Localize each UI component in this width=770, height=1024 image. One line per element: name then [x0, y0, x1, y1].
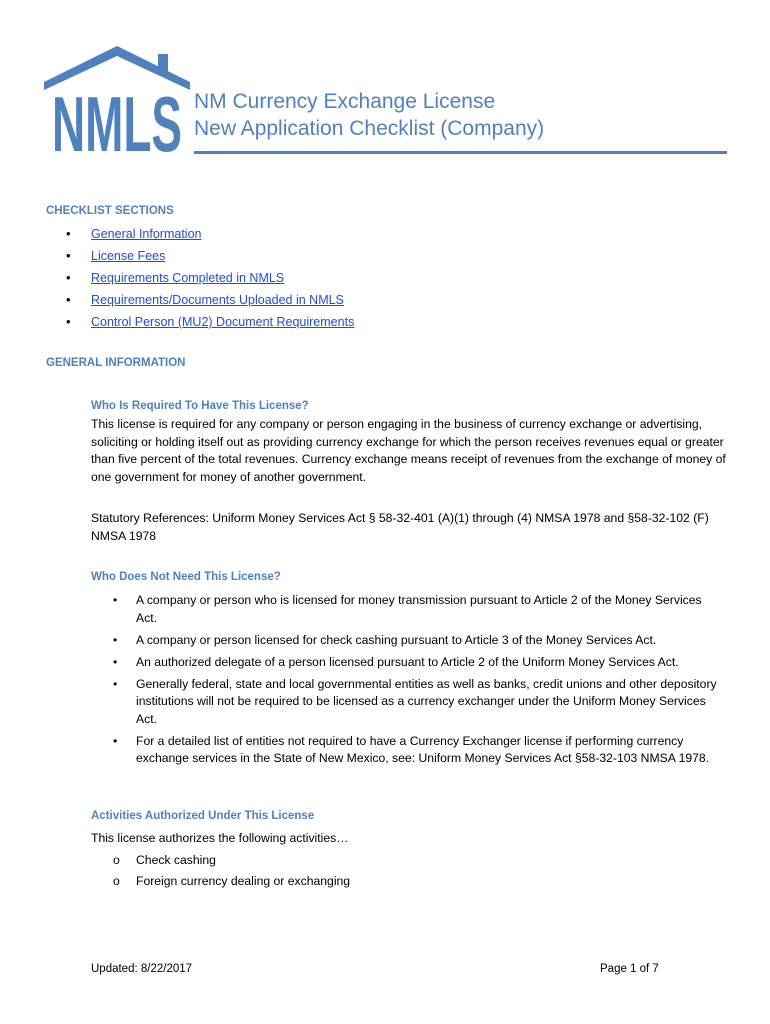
title-line-1: NM Currency Exchange License: [194, 90, 496, 113]
checklist-item: [46, 247, 354, 269]
link-control-person[interactable]: Control Person (MU2) Document Requirements: [91, 315, 355, 329]
list-item: • Generally federal, state and local governmental entities as well as banks, credit unions and other depository institutions will not be required to be licensed as a currency exchanger under the Uniform Money Services Act.: [91, 676, 721, 729]
logo-chimney: [158, 54, 168, 74]
title-divider: [194, 151, 727, 154]
checklist-item: [46, 291, 354, 313]
checklist-item: [46, 225, 354, 247]
page-number: Page 1 of 7: [600, 963, 659, 975]
exemption-list: [91, 592, 721, 772]
list-item: • An authorized delegate of a person licensed pursuant to Article 2 of the Uniform Money Services Act.: [91, 654, 721, 672]
activities-intro: This license authorizes the following activities…: [91, 831, 349, 845]
title-line-2: New Application Checklist (Company): [194, 117, 545, 140]
who-not-need-heading: Who Does Not Need This License?: [91, 571, 281, 583]
nmls-logo: [44, 44, 190, 168]
list-item: o Foreign currency dealing or exchanging: [91, 873, 350, 891]
checklist-heading: CHECKLIST SECTIONS: [46, 205, 174, 217]
page-title: [194, 88, 544, 142]
list-item: • For a detailed list of entities not required to have a Currency Exchanger license if performing currency exchange services in the State of New Mexico, see: Uniform Money Services Act §58-32-103 NMSA 1978.: [91, 733, 721, 768]
logo-text: NMLS: [52, 80, 182, 168]
list-item: o Check cashing: [91, 852, 350, 870]
statutory-references: Statutory References: Uniform Money Services Act § 58-32-401 (A)(1) through (4) NMSA 1978 and §58-32-102 (F) NMSA 1978: [91, 511, 709, 543]
checklist-list: [46, 225, 354, 335]
link-requirements-nmls[interactable]: Requirements Completed in NMLS: [91, 271, 285, 285]
link-requirements-documents[interactable]: Requirements/Documents Uploaded in NMLS: [91, 293, 344, 307]
general-information-heading: GENERAL INFORMATION: [46, 357, 186, 369]
checklist-item: [46, 269, 354, 291]
list-item: • A company or person licensed for check cashing pursuant to Article 3 of the Money Services Act.: [91, 632, 721, 650]
activities-heading: Activities Authorized Under This License: [91, 810, 315, 822]
who-required-heading: Who Is Required To Have This License?: [91, 400, 309, 412]
activities-list: [91, 852, 350, 894]
link-general-information[interactable]: General Information: [91, 227, 202, 241]
updated-date: Updated: 8/22/2017: [91, 963, 193, 975]
who-required-text: This license is required for any company or person engaging in the business of currency exchange or advertising, soliciting or holding itself out as providing currency exchange for which the person receives revenues equal or greater than five percent of the total revenues. Currency exchange means receipt of revenues from the exchange of money of one government for money of another government.: [91, 417, 726, 484]
checklist-item: [46, 313, 354, 335]
link-license-fees[interactable]: License Fees: [91, 249, 166, 263]
list-item: • A company or person who is licensed for money transmission pursuant to Article 2 of the Money Services Act.: [91, 592, 721, 627]
